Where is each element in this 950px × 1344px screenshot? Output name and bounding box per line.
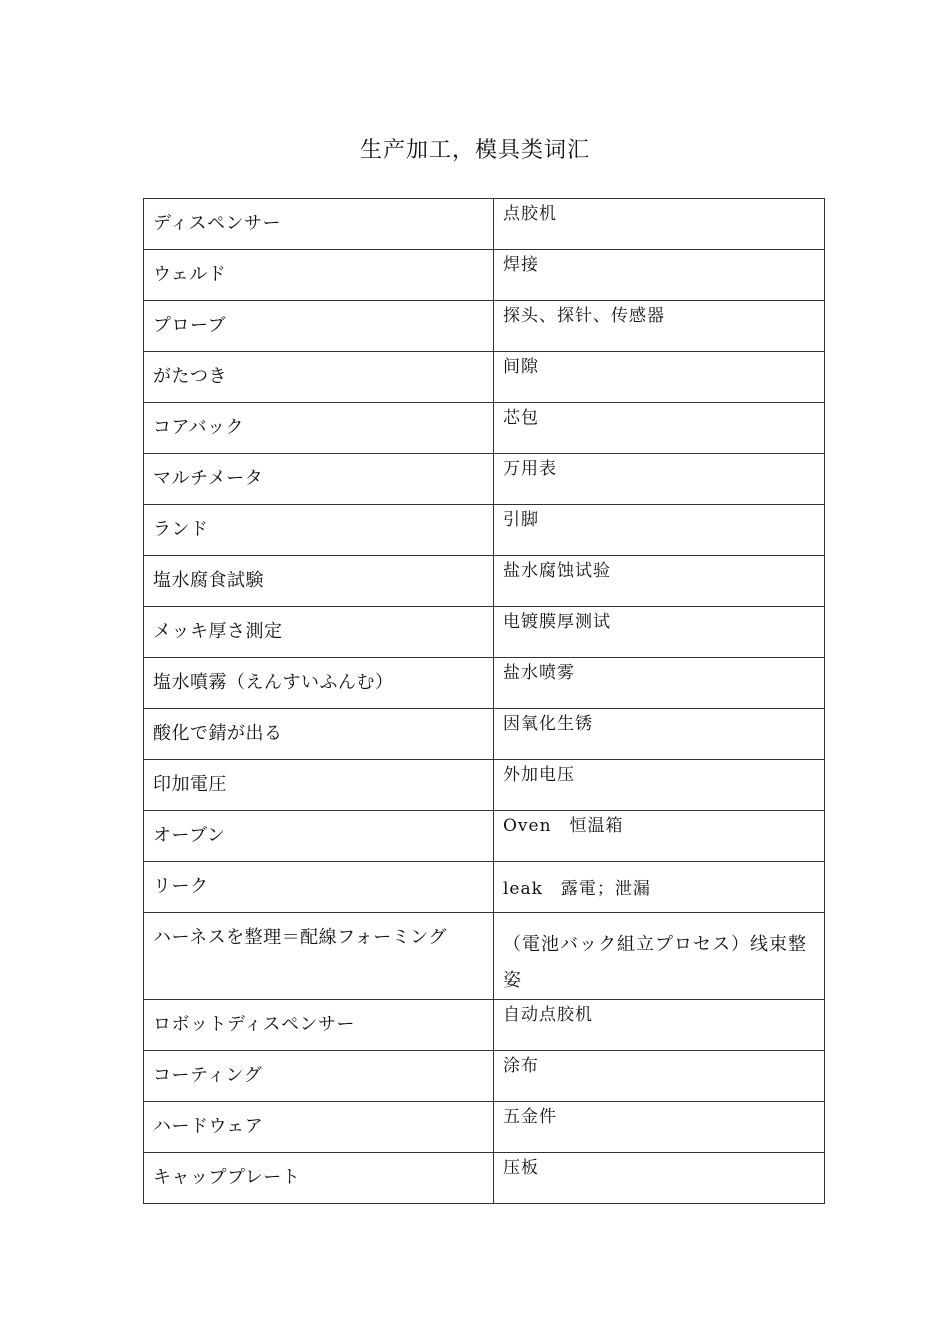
japanese-term: がたつき <box>144 352 494 403</box>
japanese-term: リーク <box>144 862 494 913</box>
chinese-term: 探头、探针、传感器 <box>494 301 825 352</box>
table-row <box>144 607 825 658</box>
chinese-term: 引脚 <box>494 505 825 556</box>
table-row <box>144 556 825 607</box>
table-row <box>144 709 825 760</box>
chinese-term: 盐水喷雾 <box>494 658 825 709</box>
table-row <box>144 1000 825 1051</box>
japanese-term: ウェルド <box>144 250 494 301</box>
japanese-term: メッキ厚さ測定 <box>144 607 494 658</box>
table-row <box>144 454 825 505</box>
table-row <box>144 199 825 250</box>
japanese-term: オーブン <box>144 811 494 862</box>
chinese-term: 焊接 <box>494 250 825 301</box>
table-row <box>144 1051 825 1102</box>
table-row <box>144 352 825 403</box>
chinese-term: Oven 恒温箱 <box>494 811 825 862</box>
chinese-term: leak 露電；泄漏 <box>494 862 825 913</box>
chinese-term: 外加电压 <box>494 760 825 811</box>
japanese-term: 酸化で錆が出る <box>144 709 494 760</box>
table-row <box>144 862 825 913</box>
japanese-term: ハーネスを整理＝配線フォーミング <box>144 913 494 1000</box>
chinese-term: 自动点胶机 <box>494 1000 825 1051</box>
table-row <box>144 250 825 301</box>
chinese-term: 涂布 <box>494 1051 825 1102</box>
japanese-term: ハードウェア <box>144 1102 494 1153</box>
japanese-term: ランド <box>144 505 494 556</box>
japanese-term: キャッププレート <box>144 1153 494 1204</box>
table-row <box>144 301 825 352</box>
table-row <box>144 658 825 709</box>
page-title: 生产加工，模具类词汇 <box>359 138 590 163</box>
table-row <box>144 403 825 454</box>
japanese-term: マルチメータ <box>144 454 494 505</box>
chinese-term: 因氧化生锈 <box>494 709 825 760</box>
table-row <box>144 1102 825 1153</box>
table-row <box>144 1153 825 1204</box>
japanese-term: ロボットディスペンサー <box>144 1000 494 1051</box>
chinese-term: 万用表 <box>494 454 825 505</box>
japanese-term: コアバック <box>144 403 494 454</box>
chinese-term: （電池バック組立プロセス）线束整姿 <box>494 913 825 1000</box>
table-row <box>144 811 825 862</box>
chinese-term: 压板 <box>494 1153 825 1204</box>
japanese-term: 塩水腐食試験 <box>144 556 494 607</box>
japanese-term: プローブ <box>144 301 494 352</box>
japanese-term: 印加電圧 <box>144 760 494 811</box>
chinese-term: 芯包 <box>494 403 825 454</box>
chinese-term: 点胶机 <box>494 199 825 250</box>
table-row <box>144 760 825 811</box>
chinese-term: 电镀膜厚测试 <box>494 607 825 658</box>
vocabulary-table <box>143 198 825 1204</box>
japanese-term: コーティング <box>144 1051 494 1102</box>
table-row <box>144 505 825 556</box>
chinese-term: 五金件 <box>494 1102 825 1153</box>
japanese-term: 塩水噴霧（えんすいふんむ） <box>144 658 494 709</box>
chinese-term: 盐水腐蚀试验 <box>494 556 825 607</box>
chinese-term: 间隙 <box>494 352 825 403</box>
japanese-term: ディスペンサー <box>144 199 494 250</box>
table-row <box>144 913 825 1000</box>
